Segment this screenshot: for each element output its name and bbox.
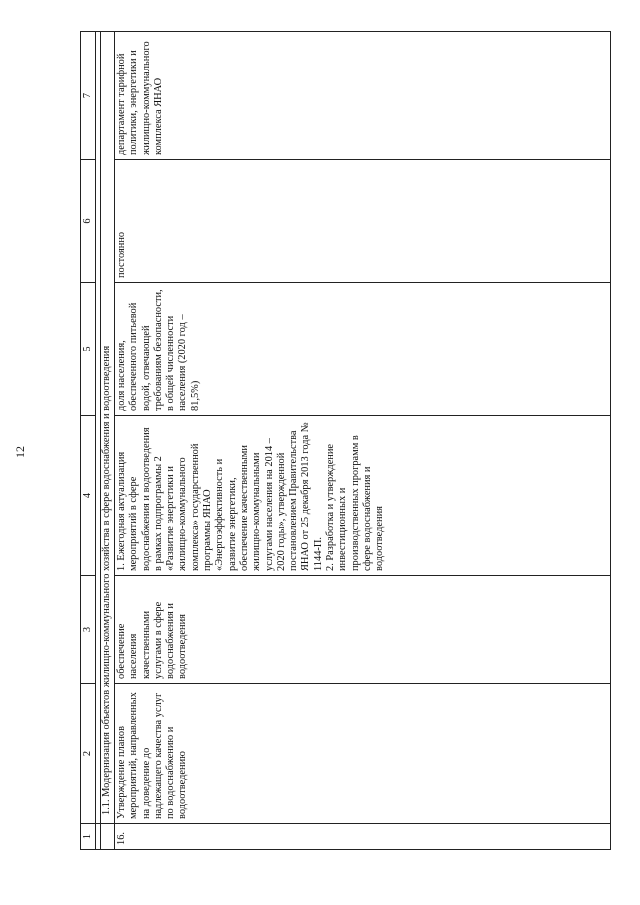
measure-goal: обеспечение населения качественными услугами в сфере водоснабжения и водоотведения	[115, 576, 611, 684]
page-number: 12	[13, 446, 27, 458]
measure-actions	[115, 416, 611, 576]
header-col-4: 4	[81, 416, 96, 576]
row-number: 16.	[115, 824, 611, 850]
header-col-1: 1	[81, 824, 96, 850]
header-col-3: 3	[81, 576, 96, 684]
table-row	[115, 32, 611, 850]
header-col-5: 5	[81, 283, 96, 416]
measure-indicator: доля населения, обеспеченного питьевой водой, отвечающей требованиям безопасности, в общей численности населения (2020 год – 81,5%)	[115, 283, 611, 416]
header-col-6: 6	[81, 160, 96, 283]
measure-deadline: постоянно	[115, 160, 611, 283]
measure-name: Утверждение планов мероприятий, направленных на доведение до надлежащего качества услуг по водоснабжению и водоотведению	[115, 684, 611, 824]
action-item-1: 1. Ежегодная актуализация мероприятий в сфере водоснабжения и водоотведения в рамках подпрограммы 2 «Развитие энергетики и жилищно-коммунального комплекса» государственной программы ЯНАО «Энергоэффективность и развитие энергетики, обеспечение качественными жилищно-коммунальными услугами населения на 2014 – 2020 годы», утвержденной постановлением Правительства ЯНАО от 25 декабря 2013 года № 1144-П.	[116, 422, 324, 571]
section-row	[101, 32, 115, 850]
section-title: 1.1. Модернизация объектов жилищно-коммунального хозяйства в сфере водоснабжения и водоотведения	[101, 32, 115, 824]
action-item-2: 2. Разработка и утверждение инвестиционных и производственных программ в сфере водоснабжения и водоотведения	[325, 435, 386, 571]
measures-table	[80, 31, 611, 850]
header-col-2: 2	[81, 684, 96, 824]
rotated-table-container	[80, 32, 616, 850]
header-row	[81, 32, 96, 850]
header-col-7: 7	[81, 32, 96, 160]
responsible-executor: департамент тарифной политики, энергетики и жилищно-коммунального комплекса ЯНАО	[115, 32, 611, 160]
